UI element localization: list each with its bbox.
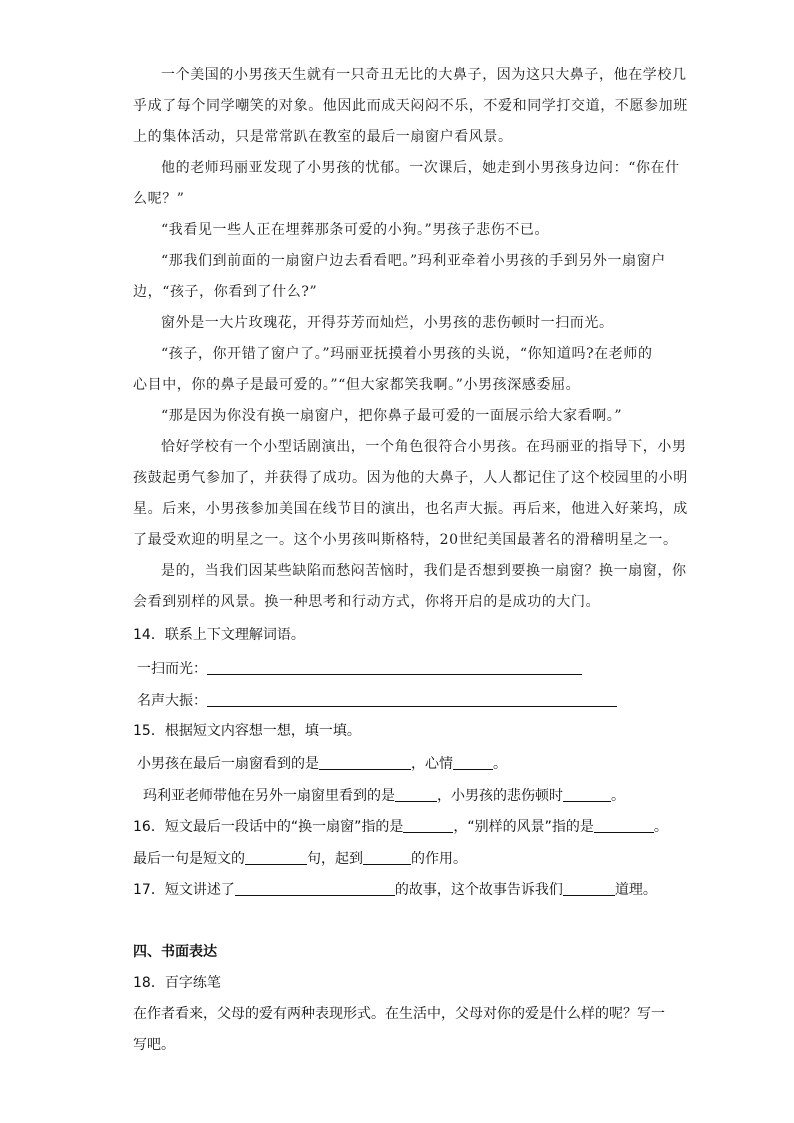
question-15-line-2-text: 。 [611, 788, 625, 804]
passage-line: 孩鼓起勇气参加了，并获得了成功。因为他的大鼻子，人人都记住了这个校园里的小明 [133, 470, 688, 486]
writing-prompt-line: 写吧。 [133, 1037, 175, 1053]
answer-blank[interactable] [563, 787, 611, 802]
writing-prompt-line: 在作者看来，父母的爱有两种表现形式。在生活中，父母对你的爱是什么样的呢？写一 [133, 1006, 665, 1022]
question-16-text: ，“别样的风景”指的是 [453, 819, 594, 835]
question-15-line-1 [137, 755, 667, 772]
answer-blank[interactable] [363, 850, 411, 865]
question-14-item-1 [137, 660, 667, 677]
question-14-stem: 14．联系上下文理解词语。 [133, 627, 305, 643]
question-14-item-1-label: 一扫而光： [137, 661, 207, 677]
question-16-text: 的作用。 [411, 851, 467, 867]
answer-blank[interactable] [594, 818, 654, 833]
question-15-stem: 15．根据短文内容想一想，填一填。 [133, 723, 361, 739]
answer-blank[interactable] [395, 787, 437, 802]
question-16-text: 句，起到 [307, 851, 363, 867]
passage-line: 上的集体活动，只是常常趴在教室的最后一扇窗户看风景。 [133, 129, 513, 145]
passage-line: 会看到别样的风景。换一种思考和行动方式，你将开启的是成功的大门。 [133, 594, 601, 610]
question-14-item-2 [137, 692, 667, 709]
question-16-line-2 [133, 850, 663, 867]
answer-blank[interactable] [207, 660, 582, 675]
question-16-text: 。 [653, 819, 668, 835]
question-15-line-2-text: 玛利亚老师带他在另外一扇窗里看到的是 [143, 788, 395, 804]
passage-line: “那我们到前面的一扇窗户边去看看吧。”玛利亚牵着小男孩的手到另外一扇窗户 [161, 253, 666, 269]
question-15-line-1-text: 。 [493, 756, 507, 772]
passage-line: “我看见一些人正在埋葬那条可爱的小狗。”男孩子悲伤不已。 [161, 222, 550, 238]
question-14-item-2-label: 名声大振： [137, 693, 207, 709]
question-15-line-2 [143, 787, 673, 804]
passage-line: 乎成了每个同学嘲笑的对象。他因此而成天闷闷不乐，不爱和同学打交道，不愿参加班 [133, 98, 688, 114]
answer-blank[interactable] [319, 755, 411, 770]
passage-line: 恰好学校有一个小型话剧演出，一个角色很符合小男孩。在玛丽亚的指导下，小男 [161, 439, 687, 455]
passage-line: 他的老师玛丽亚发现了小男孩的忧郁。一次课后，她走到小男孩身边问：“你在什 [161, 160, 680, 176]
passage-line: “那是因为你没有换一扇窗户，把你鼻子最可爱的一面展示给大家看啊。” [161, 408, 623, 424]
passage-line: 边，“孩子，你看到了什么?” [133, 284, 318, 300]
question-15-line-2-text: ，小男孩的悲伤顿时 [437, 788, 563, 804]
question-16-text: 最后一句是短文的 [133, 851, 245, 867]
answer-blank[interactable] [207, 692, 617, 707]
question-17 [133, 881, 663, 898]
answer-blank[interactable] [453, 755, 493, 770]
answer-blank[interactable] [403, 818, 453, 833]
section-heading: 四、书面表达 [133, 944, 217, 960]
question-17-text: 17．短文讲述了 [133, 882, 235, 898]
answer-blank[interactable] [563, 881, 615, 896]
passage-line: “孩子，你开错了窗户了。”玛丽亚抚摸着小男孩的头说，“你知道吗?在老师的 [161, 346, 653, 362]
passage-line: 一个美国的小男孩天生就有一只奇丑无比的大鼻子，因为这只大鼻子，他在学校几 [161, 67, 687, 83]
passage-line: 是的，当我们因某些缺陷而愁闷苦恼时，我们是否想到要换一扇窗？换一扇窗，你 [161, 563, 687, 579]
question-15-line-1-text: 小男孩在最后一扇窗看到的是 [137, 756, 319, 772]
question-17-text: 的故事，这个故事告诉我们 [394, 882, 563, 898]
passage-line: 窗外是一大片玫瑰花，开得芬芳而灿烂，小男孩的悲伤顿时一扫而光。 [161, 315, 614, 331]
question-16-text: 16．短文最后一段话中的“换一扇窗”指的是 [133, 819, 404, 835]
question-16-line-1 [133, 818, 668, 835]
question-17-text: 道理。 [614, 882, 657, 898]
passage-line: 么呢？” [133, 191, 185, 207]
question-15-line-1-text: ，心情 [411, 756, 453, 772]
passage-line: 心目中，你的鼻子是最可爱的。”“但大家都笑我啊。”小男孩深感委屈。 [133, 377, 581, 393]
question-18-stem: 18．百字练笔 [133, 975, 221, 991]
answer-blank[interactable] [235, 881, 395, 896]
answer-blank[interactable] [245, 850, 307, 865]
passage-line: 了最受欢迎的明星之一。这个小男孩叫斯格特，20世纪美国最著名的滑稽明星之一。 [133, 532, 678, 548]
passage-line: 星。后来，小男孩参加美国在线节目的演出，也名声大振。再后来，他进入好莱坞，成 [133, 501, 688, 517]
